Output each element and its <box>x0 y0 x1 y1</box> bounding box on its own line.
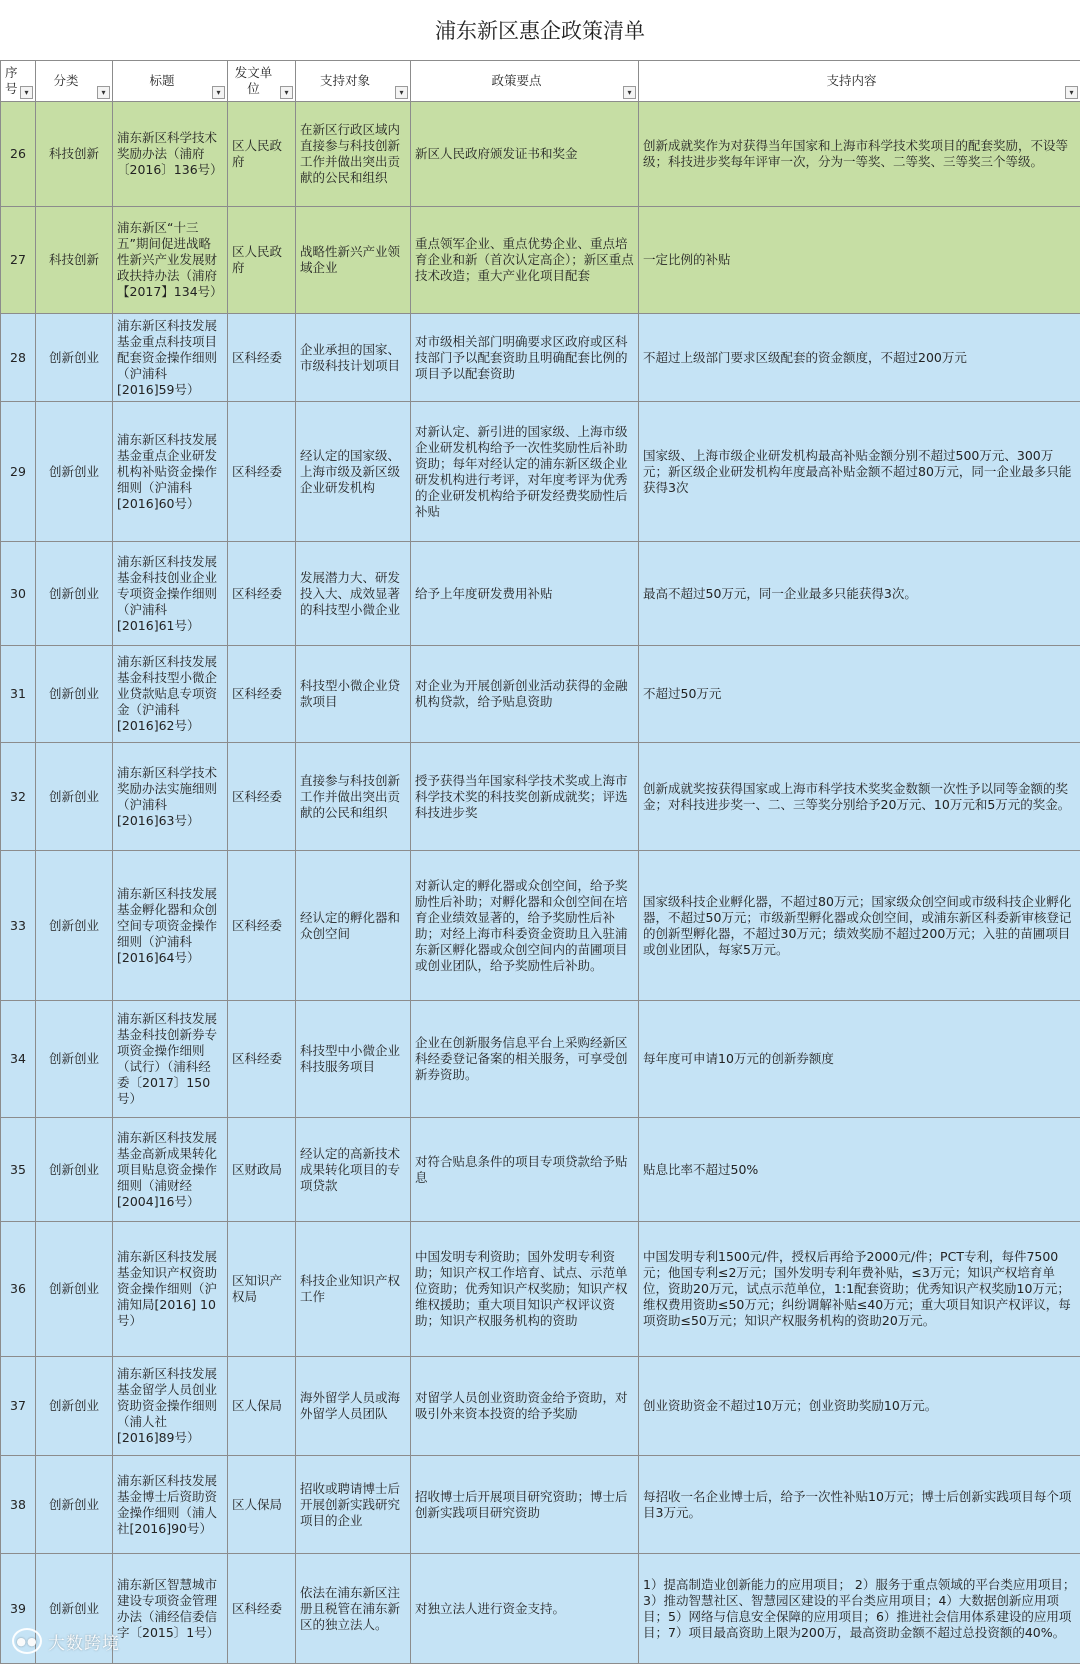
cell-seq[interactable]: 31 <box>1 646 36 743</box>
policy-table <box>0 60 1080 1664</box>
cell-key-points[interactable]: 对企业为开展创新创业活动获得的金融机构贷款，给予贴息资助 <box>411 646 639 743</box>
cell-name[interactable]: 浦东新区科技发展基金高新成果转化项目贴息资金操作细则（浦财经[2004]16号） <box>113 1118 228 1222</box>
header-issuer[interactable]: 发文单位 ▾ <box>228 61 296 102</box>
cell-name[interactable]: 浦东新区科技发展基金科技创业企业专项资金操作细则（沪浦科[2016]61号） <box>113 542 228 646</box>
table-row <box>1 646 1080 743</box>
cell-key-points[interactable]: 企业在创新服务信息平台上采购经新区科经委登记备案的相关服务，可享受创新券资助。 <box>411 1001 639 1118</box>
cell-target[interactable]: 发展潜力大、研发投入大、成效显著的科技型小微企业 <box>296 542 411 646</box>
header-name[interactable]: 标题 ▾ <box>113 61 228 102</box>
header-key-points[interactable]: 政策要点 ▾ <box>411 61 639 102</box>
cell-target[interactable]: 直接参与科技创新工作并做出突出贡献的公民和组织 <box>296 743 411 851</box>
cell-category[interactable]: 创新创业 <box>36 851 113 1001</box>
cell-target[interactable]: 科技型小微企业贷款项目 <box>296 646 411 743</box>
table-row <box>1 314 1080 402</box>
cell-issuer[interactable]: 区人保局 <box>228 1357 296 1456</box>
cell-key-points[interactable]: 给予上年度研发费用补贴 <box>411 542 639 646</box>
header-seq[interactable]: 序号 ▾ <box>1 61 36 102</box>
cell-name[interactable]: 浦东新区科技发展基金重点企业研发机构补贴资金操作细则（沪浦科[2016]60号） <box>113 402 228 542</box>
cell-issuer[interactable]: 区财政局 <box>228 1118 296 1222</box>
cell-name[interactable]: 浦东新区科技发展基金留学人员创业资助资金操作细则（浦人社[2016]89号） <box>113 1357 228 1456</box>
cell-content[interactable]: 贴息比率不超过50% <box>639 1118 1080 1222</box>
cell-issuer[interactable]: 区科经委 <box>228 646 296 743</box>
cell-target[interactable]: 招收或聘请博士后开展创新实践研究项目的企业 <box>296 1456 411 1554</box>
cell-seq[interactable]: 39 <box>1 1554 36 1664</box>
cell-seq[interactable]: 30 <box>1 542 36 646</box>
cell-content[interactable]: 不超过50万元 <box>639 646 1080 743</box>
cell-content[interactable]: 国家级科技企业孵化器，不超过80万元；国家级众创空间或市级科技企业孵化器，不超过50万元；市级新型孵化器或众创空间，或浦东新区科委新审核登记的创新型孵化器，不超过30万元；绩效奖励不超过200万元；入驻的苗圃项目或创业团队，每家5万元。 <box>639 851 1080 1001</box>
cell-category[interactable]: 创新创业 <box>36 1222 113 1357</box>
cell-category[interactable]: 创新创业 <box>36 743 113 851</box>
cell-name[interactable]: 浦东新区科学技术奖励办法实施细则（沪浦科[2016]63号） <box>113 743 228 851</box>
cell-seq[interactable]: 34 <box>1 1001 36 1118</box>
table-row <box>1 743 1080 851</box>
cell-content[interactable]: 每招收一名企业博士后，给予一次性补贴10万元；博士后创新实践项目每个项目3万元。 <box>639 1456 1080 1554</box>
cell-seq[interactable]: 36 <box>1 1222 36 1357</box>
cell-target[interactable]: 科技型中小微企业科技服务项目 <box>296 1001 411 1118</box>
cell-key-points[interactable]: 对留学人员创业资助资金给予资助，对吸引外来资本投资的给予奖励 <box>411 1357 639 1456</box>
cell-content[interactable]: 中国发明专利1500元/件，授权后再给予2000元/件；PCT专利，每件7500元；他国专利≤2万元；国外发明专利年费补贴，≤3万元；知识产权培育单位，资助20万元，试点示范单位，1:1配套资助；优秀知识产权奖励10万元；维权费用资助≤50万元；纠纷调解补贴≤40万元；重大项目知识产权评议，每项资助≤50万元；知识产权服务机构的资助20万元。 <box>639 1222 1080 1357</box>
watermark <box>12 1628 120 1654</box>
cell-key-points[interactable]: 授予获得当年国家科学技术奖或上海市科学技术奖的科技奖创新成就奖；评选科技进步奖 <box>411 743 639 851</box>
cell-category[interactable]: 创新创业 <box>36 1357 113 1456</box>
cell-issuer[interactable]: 区科经委 <box>228 542 296 646</box>
cell-name[interactable]: 浦东新区科技发展基金科技创新券专项资金操作细则（试行）（浦科经委〔2017〕150号） <box>113 1001 228 1118</box>
cell-name[interactable]: 浦东新区科技发展基金孵化器和众创空间专项资金操作细则（沪浦科[2016]64号） <box>113 851 228 1001</box>
cell-name[interactable]: 浦东新区科技发展基金博士后资助资金操作细则（浦人社[2016]90号） <box>113 1456 228 1554</box>
cell-content[interactable]: 创新成就奖按获得国家或上海市科学技术奖奖金数额一次性予以同等金额的奖金；对科技进步奖一、二、三等奖分别给予20万元、10万元和5万元的奖金。 <box>639 743 1080 851</box>
cell-issuer[interactable]: 区人民政府 <box>228 207 296 314</box>
cell-category[interactable]: 创新创业 <box>36 1554 113 1664</box>
cell-content[interactable]: 创业资助资金不超过10万元；创业资助奖励10万元。 <box>639 1357 1080 1456</box>
cell-content[interactable]: 国家级、上海市级企业研发机构最高补贴金额分别不超过500万元、300万元；新区级企业研发机构年度最高补贴金额不超过80万元，同一企业最多只能获得3次 <box>639 402 1080 542</box>
cell-key-points[interactable]: 对符合贴息条件的项目专项贷款给予贴息 <box>411 1118 639 1222</box>
cell-content[interactable]: 创新成就奖作为对获得当年国家和上海市科学技术奖项目的配套奖励，不设等级；科技进步奖每年评审一次，分为一等奖、二等奖、三等奖三个等级。 <box>639 102 1080 207</box>
cell-category[interactable]: 创新创业 <box>36 1456 113 1554</box>
cell-category[interactable]: 创新创业 <box>36 402 113 542</box>
cell-seq[interactable]: 26 <box>1 102 36 207</box>
cell-category[interactable]: 创新创业 <box>36 646 113 743</box>
cell-seq[interactable]: 35 <box>1 1118 36 1222</box>
filter-dropdown-icon[interactable]: ▾ <box>395 86 408 99</box>
cell-key-points[interactable]: 对市级相关部门明确要求区政府或区科技部门予以配套资助且明确配套比例的项目予以配套资助 <box>411 314 639 402</box>
table-row <box>1 402 1080 542</box>
cell-key-points[interactable]: 重点领军企业、重点优势企业、重点培育企业和新（首次认定高企）；新区重点技术改造；重大产业化项目配套 <box>411 207 639 314</box>
cell-seq[interactable]: 32 <box>1 743 36 851</box>
cell-target[interactable]: 海外留学人员或海外留学人员团队 <box>296 1357 411 1456</box>
cell-name[interactable]: 浦东新区科技发展基金科技型小微企业贷款贴息专项资金（沪浦科[2016]62号） <box>113 646 228 743</box>
cell-name[interactable]: 浦东新区科技发展基金知识产权资助资金操作细则（沪浦知局[2016] 10号） <box>113 1222 228 1357</box>
cell-issuer[interactable]: 区科经委 <box>228 1001 296 1118</box>
cell-name[interactable]: 浦东新区科学技术奖励办法（浦府〔2016〕136号） <box>113 102 228 207</box>
table-row <box>1 1001 1080 1118</box>
cell-target[interactable]: 科技企业知识产权工作 <box>296 1222 411 1357</box>
cell-seq[interactable]: 29 <box>1 402 36 542</box>
cell-category[interactable]: 创新创业 <box>36 1118 113 1222</box>
table-row <box>1 1357 1080 1456</box>
cell-seq[interactable]: 37 <box>1 1357 36 1456</box>
header-row <box>1 61 1080 102</box>
filter-dropdown-icon[interactable]: ▾ <box>97 86 110 99</box>
filter-dropdown-icon[interactable]: ▾ <box>623 86 636 99</box>
table-row <box>1 1118 1080 1222</box>
cell-content[interactable]: 每年度可申请10万元的创新券额度 <box>639 1001 1080 1118</box>
cell-content[interactable]: 最高不超过50万元，同一企业最多只能获得3次。 <box>639 542 1080 646</box>
cell-seq[interactable]: 38 <box>1 1456 36 1554</box>
header-content[interactable]: 支持内容 ▾ <box>639 61 1080 102</box>
filter-dropdown-icon[interactable]: ▾ <box>280 86 293 99</box>
cell-target[interactable]: 经认定的国家级、上海市级及新区级企业研发机构 <box>296 402 411 542</box>
cell-name[interactable]: 浦东新区智慧城市建设专项资金管理办法（浦经信委信字〔2015〕1号） <box>113 1554 228 1664</box>
cell-seq[interactable]: 28 <box>1 314 36 402</box>
table-row <box>1 851 1080 1001</box>
cell-key-points[interactable]: 对新认定、新引进的国家级、上海市级企业研发机构给予一次性奖励性后补助资助；每年对经认定的浦东新区级企业研发机构进行考评，对年度考评为优秀的企业研发机构给予研发经费奖励性后补贴 <box>411 402 639 542</box>
cell-name[interactable]: 浦东新区科技发展基金重点科技项目配套资金操作细则（沪浦科[2016]59号） <box>113 314 228 402</box>
header-category[interactable]: 分类 ▾ <box>36 61 113 102</box>
cell-name[interactable]: 浦东新区“十三五”期间促进战略性新兴产业发展财政扶持办法（浦府【2017】134号） <box>113 207 228 314</box>
table-row <box>1 1554 1080 1664</box>
cell-key-points[interactable]: 对独立法人进行资金支持。 <box>411 1554 639 1664</box>
cell-target[interactable]: 战略性新兴产业领域企业 <box>296 207 411 314</box>
cell-content[interactable]: 一定比例的补贴 <box>639 207 1080 314</box>
cell-category[interactable]: 科技创新 <box>36 207 113 314</box>
cell-issuer[interactable]: 区知识产权局 <box>228 1222 296 1357</box>
cell-category[interactable]: 创新创业 <box>36 1001 113 1118</box>
cell-target[interactable]: 企业承担的国家、市级科技计划项目 <box>296 314 411 402</box>
cell-issuer[interactable]: 区人保局 <box>228 1456 296 1554</box>
cell-issuer[interactable]: 区科经委 <box>228 851 296 1001</box>
cell-issuer[interactable]: 区科经委 <box>228 314 296 402</box>
cell-key-points[interactable]: 新区人民政府颁发证书和奖金 <box>411 102 639 207</box>
table-row <box>1 542 1080 646</box>
table-row <box>1 102 1080 207</box>
cell-issuer[interactable]: 区科经委 <box>228 402 296 542</box>
cell-key-points[interactable]: 对新认定的孵化器或众创空间，给予奖励性后补助；对孵化器和众创空间在培育企业绩效显著的，给予奖励性后补助；对经上海市科委资金资助且入驻浦东新区孵化器或众创空间内的苗圃项目或创业团队，给予奖励性后补助。 <box>411 851 639 1001</box>
sheet-title: 浦东新区惠企政策清单 <box>0 0 1080 61</box>
watermark-text: 大数跨境 <box>48 1633 120 1654</box>
header-target[interactable]: 支持对象 ▾ <box>296 61 411 102</box>
cell-seq[interactable]: 27 <box>1 207 36 314</box>
table-row <box>1 207 1080 314</box>
cell-key-points[interactable]: 招收博士后开展项目研究资助；博士后创新实践项目研究资助 <box>411 1456 639 1554</box>
cell-category[interactable]: 科技创新 <box>36 102 113 207</box>
cell-target[interactable]: 在新区行政区域内直接参与科技创新工作并做出突出贡献的公民和组织 <box>296 102 411 207</box>
watermark-logo-icon: ●● <box>12 1628 42 1654</box>
cell-category[interactable]: 创新创业 <box>36 314 113 402</box>
cell-target[interactable]: 经认定的孵化器和众创空间 <box>296 851 411 1001</box>
filter-dropdown-icon[interactable]: ▾ <box>20 86 33 99</box>
cell-content[interactable]: 不超过上级部门要求区级配套的资金额度，不超过200万元 <box>639 314 1080 402</box>
cell-issuer[interactable]: 区科经委 <box>228 743 296 851</box>
table-row <box>1 1456 1080 1554</box>
cell-content[interactable]: 1）提高制造业创新能力的应用项目； 2）服务于重点领域的平台类应用项目；3）推动智慧社区、智慧园区建设的平台类应用项目；4）大数据创新应用项目；5）网络与信息安全保障的应用项目；6）推进社会信用体系建设的应用项目；7）项目最高资助上限为200万，最高资助金额不超过总投资额的40%。 <box>639 1554 1080 1664</box>
cell-issuer[interactable]: 区人民政府 <box>228 102 296 207</box>
cell-key-points[interactable]: 中国发明专利资助；国外发明专利资助；知识产权工作培育、试点、示范单位资助；优秀知识产权奖励；知识产权维权援助；重大项目知识产权评议资助；知识产权服务机构的资助 <box>411 1222 639 1357</box>
cell-seq[interactable]: 33 <box>1 851 36 1001</box>
cell-issuer[interactable]: 区科经委 <box>228 1554 296 1664</box>
cell-target[interactable]: 经认定的高新技术成果转化项目的专项贷款 <box>296 1118 411 1222</box>
table-row <box>1 1222 1080 1357</box>
filter-dropdown-icon[interactable]: ▾ <box>212 86 225 99</box>
filter-dropdown-icon[interactable]: ▾ <box>1065 86 1078 99</box>
cell-category[interactable]: 创新创业 <box>36 542 113 646</box>
cell-target[interactable]: 依法在浦东新区注册且税管在浦东新区的独立法人。 <box>296 1554 411 1664</box>
